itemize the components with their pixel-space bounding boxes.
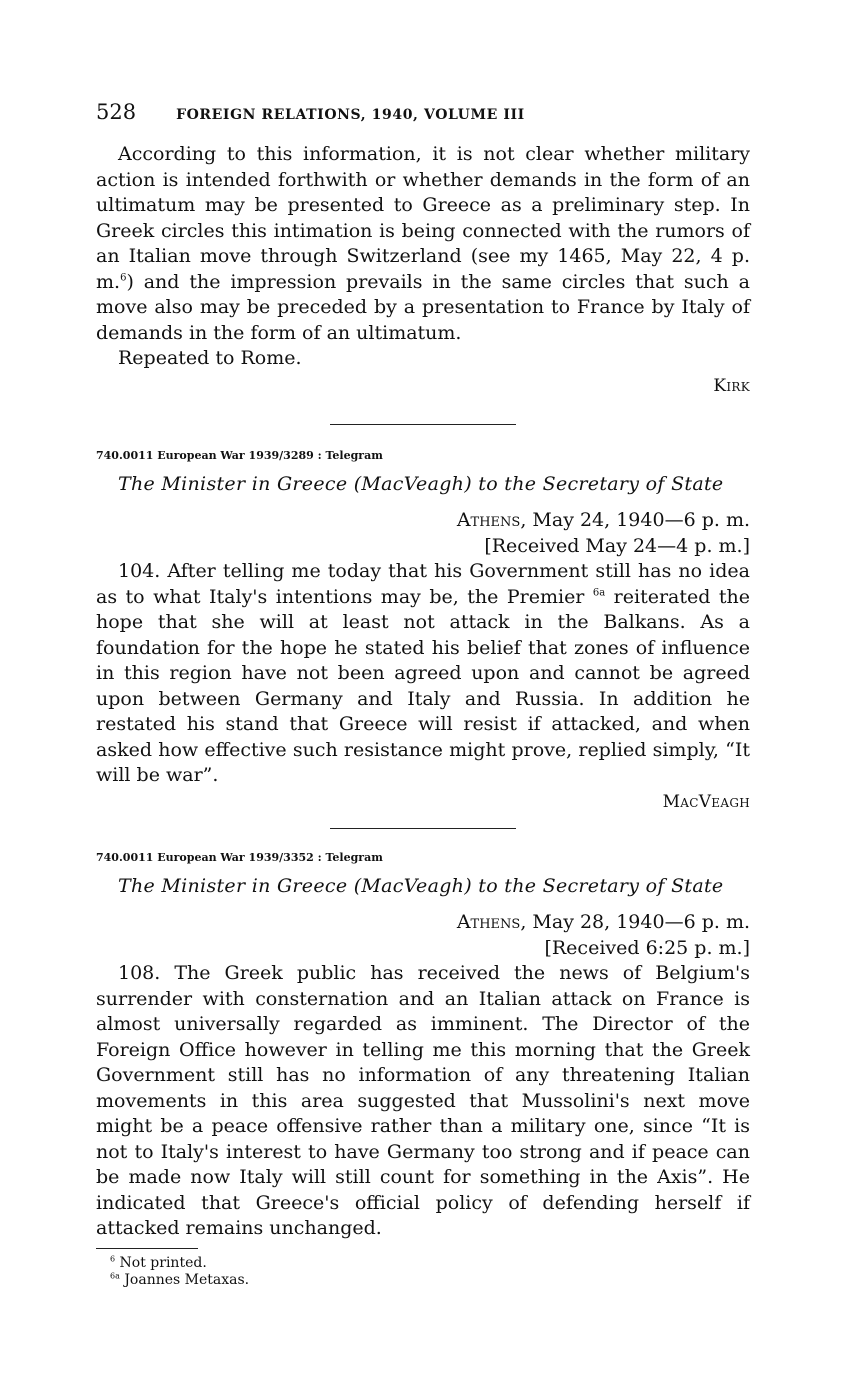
signature-macveagh: MacVeagh	[662, 791, 750, 812]
footnote	[96, 1255, 750, 1272]
dateline	[96, 508, 750, 534]
signature-kirk: Kirk	[713, 375, 750, 396]
footnote	[96, 1272, 750, 1289]
footnote-text: Not printed.	[119, 1255, 207, 1272]
page-number: 528	[96, 100, 137, 124]
paragraph-text: According to this information, it is not clear whether military action is intended forthwith or whether demands in the form of an ultimatum may be presented to Greece as a preliminary step. In Greek circles this intimation is being connected with the rumors of an Italian move through Switzerland (see my 1465, May 22, 4 p. m.	[96, 143, 750, 293]
received-line: [Received May 24—4 p. m.]	[484, 534, 750, 557]
dateline	[96, 910, 750, 936]
document-title: The Minister in Greece (MacVeagh) to the Secretary of State	[118, 473, 724, 496]
divider-rule	[330, 828, 516, 830]
running-title: FOREIGN RELATIONS, 1940, VOLUME III	[176, 107, 525, 123]
paragraph-text: 104. After telling me today that his Government still has no idea as to what Italy's intentions may be, the Premier	[96, 560, 750, 608]
paragraph-intro	[96, 142, 750, 346]
paragraph-text-cont: reiterated the hope that she will at least not attack in the Balkans. As a foundation for the hope he stated his belief that zones of influence in this region have not been agreed upon and cannot be agreed upon between Germany and Italy and Russia. In addition he restated his stand that Greece will resist if attacked, and when asked how effective such resistance might prove, replied simply, “It will be war”.	[96, 585, 750, 787]
footnote-text: Joannes Metaxas.	[124, 1272, 250, 1289]
footnote-rule	[96, 1248, 198, 1249]
repeated-line: Repeated to Rome.	[118, 347, 302, 369]
footnote-mark: 6	[110, 1254, 116, 1264]
dateline-place: Athens	[456, 509, 521, 532]
paragraph-104	[96, 559, 750, 789]
divider-rule	[330, 424, 516, 426]
file-number: 740.0011 European War 1939/3352 : Telegram	[96, 851, 383, 865]
document-title: The Minister in Greece (MacVeagh) to the Secretary of State	[118, 875, 724, 898]
paragraph-108: 108. The Greek public has received the news of Belgium's surrender with consternation and an Italian attack on France is almost universally regarded as imminent. The Director of the Foreign Office however in telling me this morning that the Greek Government still has no information of any threatening Italian movements in this area suggested that Mussolini's next move might be a peace offensive rather than a military one, since “It is not to Italy's interest to have Germany too strong and if peace can be made now Italy will still count for something in the Axis”. He indicated that Greece's official policy of defending herself if attacked remains unchanged.	[96, 962, 750, 1240]
dateline-date: , May 28, 1940—6 p. m.	[520, 911, 750, 934]
dateline-date: , May 24, 1940—6 p. m.	[520, 509, 750, 532]
running-header	[96, 100, 750, 132]
footnote-ref: 6	[120, 272, 127, 284]
dateline-place: Athens	[456, 911, 521, 934]
file-number: 740.0011 European War 1939/3289 : Telegram	[96, 449, 383, 463]
footnote-mark: 6a	[110, 1271, 120, 1281]
document-page	[96, 100, 750, 1289]
footnote-ref: 6a	[592, 587, 606, 599]
paragraph-text-cont: ) and the impression prevails in the same circles that such a move also may be preceded by a presentation to France by Italy of demands in the form of an ultimatum.	[96, 270, 750, 344]
received-line: [Received 6:25 p. m.]	[544, 936, 750, 959]
